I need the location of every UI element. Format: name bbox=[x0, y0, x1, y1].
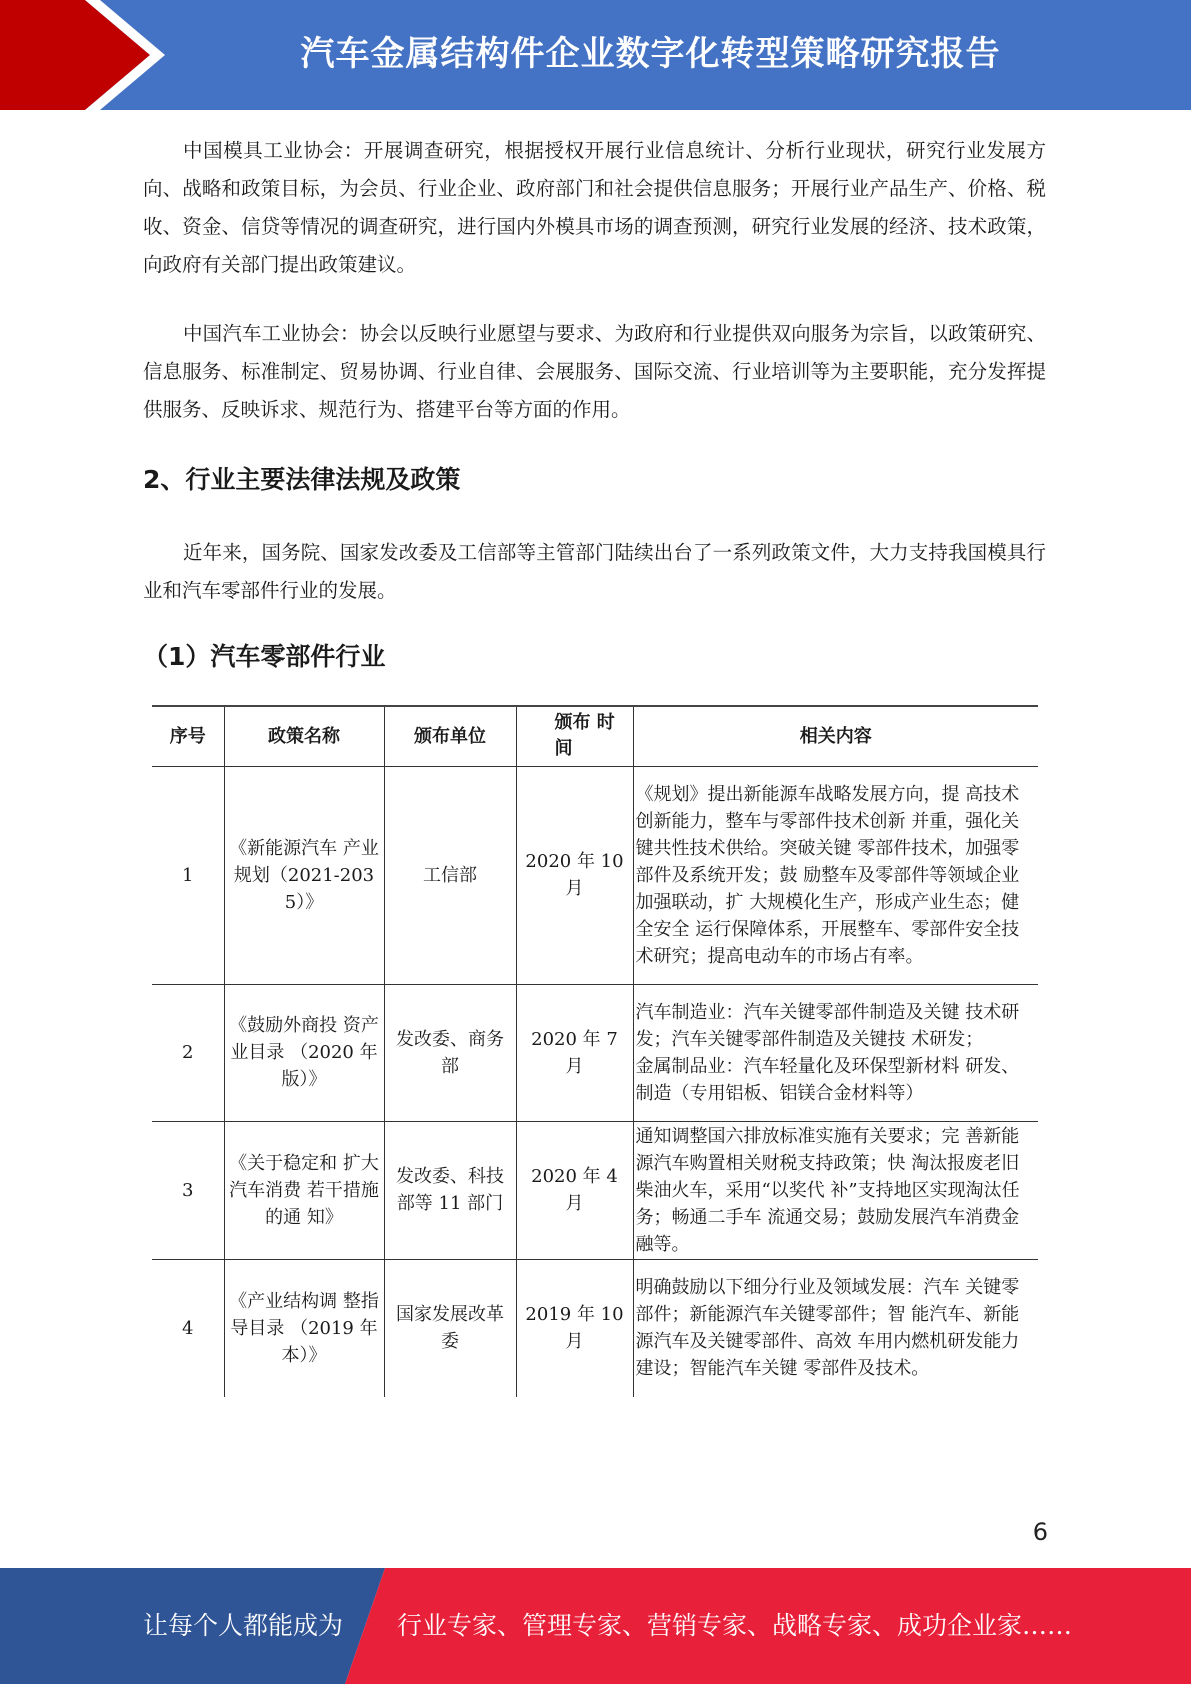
cell-date: 2019 年 10 月 bbox=[516, 1259, 633, 1397]
header-content: 相关内容 bbox=[633, 706, 1038, 766]
cell-date: 2020 年 7 月 bbox=[516, 984, 633, 1121]
cell-name: 《新能源汽车 产业规划（2021-2035）》 bbox=[224, 766, 384, 984]
cell-content: 明确鼓励以下细分行业及领域发展：汽车 关键零部件；新能源汽车关键零部件；智 能汽车、新能源汽车及关键零部件、高效 车用内燃机研发能力建设；智能汽车关键 零部件及技术。 bbox=[633, 1259, 1038, 1397]
cell-content: 《规划》提出新能源车战略发展方向，提 高技术创新能力，整车与零部件技术创新 并重，强化关键共性技术供给。突破关键 零部件技术，加强零部件及系统开发；鼓 励整车及零部件等领域企业加强联动，扩 大规模化生产，形成产业生态；健全安全 运行保障体系，开展整车、零部件安全技 术研究；提高电动车的市场占有率。 bbox=[633, 766, 1038, 984]
cell-date: 2020 年 4 月 bbox=[516, 1121, 633, 1259]
cell-content-line: 金属制品业：汽车轻量化及环保型新材料 研发、制造（专用铝板、铝镁合金材料等） bbox=[635, 1055, 1020, 1104]
footer-slogan-left: 让每个人都能成为 bbox=[143, 1611, 344, 1640]
paragraph-auto-association: 中国汽车工业协会：协会以反映行业愿望与要求、为政府和行业提供双向服务为宗旨，以政策研究、信息服务、标准制定、贸易协调、行业自律、会展服务、国际交流、行业培训等为主要职能，充分发挥提供服务、反映诉求、规范行为、搭建平台等方面的作用。 bbox=[143, 322, 1046, 421]
cell-name: 《鼓励外商投 资产业目录 （2020 年版）》 bbox=[224, 984, 384, 1121]
cell-content-line: 汽车制造业：汽车关键零部件制造及关键 技术研发；汽车关键零部件制造及关键技 术研发； bbox=[635, 1001, 1020, 1050]
cell-issuer: 国家发展改革委 bbox=[384, 1259, 516, 1397]
cell-issuer: 发改委、科技部等 11 部门 bbox=[384, 1121, 516, 1259]
section-intro: 近年来，国务院、国家发改委及工信部等主管部门陆续出台了一系列政策文件，大力支持我国模具行业和汽车零部件行业的发展。 bbox=[143, 541, 1046, 602]
subsection-heading: （1）汽车零部件行业 bbox=[143, 642, 386, 671]
table-row bbox=[152, 1259, 1038, 1397]
cell-issuer: 工信部 bbox=[384, 766, 516, 984]
report-title: 汽车金属结构件企业数字化转型策略研究报告 bbox=[300, 34, 1001, 74]
cell-no: 2 bbox=[152, 984, 224, 1121]
cell-content: 通知调整国六排放标准实施有关要求；完 善新能源汽车购置相关财税支持政策；快 淘汰报废老旧柴油火车，采用“以奖代 补”支持地区实现淘汰任务；畅通二手车 流通交易；鼓励发展汽车消费金融等。 bbox=[633, 1121, 1038, 1259]
footer-slogan-right: 行业专家、管理专家、营销专家、战略专家、成功企业家…… bbox=[397, 1611, 1073, 1640]
cell-name: 《产业结构调 整指导目录 （2019 年本）》 bbox=[224, 1259, 384, 1397]
cell-date: 2020 年 10 月 bbox=[516, 766, 633, 984]
header-name: 政策名称 bbox=[224, 706, 384, 766]
cell-name: 《关于稳定和 扩大汽车消费 若干措施的通 知》 bbox=[224, 1121, 384, 1259]
table-row bbox=[152, 984, 1038, 1121]
policy-table bbox=[152, 705, 1038, 1397]
cell-content bbox=[633, 984, 1038, 1121]
page-header bbox=[0, 0, 1191, 110]
header-date: 颁布 时间 bbox=[516, 706, 633, 766]
page-number: 6 bbox=[1032, 1518, 1048, 1546]
header-red-arrow bbox=[0, 0, 150, 110]
cell-no: 4 bbox=[152, 1259, 224, 1397]
header-issuer: 颁布单位 bbox=[384, 706, 516, 766]
cell-no: 1 bbox=[152, 766, 224, 984]
table-row bbox=[152, 766, 1038, 984]
paragraph-mold-association: 中国模具工业协会：开展调查研究，根据授权开展行业信息统计、分析行业现状，研究行业发展方向、战略和政策目标，为会员、行业企业、政府部门和社会提供信息服务；开展行业产品生产、价格、税收、资金、信贷等情况的调查研究，进行国内外模具市场的调查预测，研究行业发展的经济、技术政策，向政府有关部门提出政策建议。 bbox=[143, 139, 1046, 276]
cell-issuer: 发改委、商务部 bbox=[384, 984, 516, 1121]
cell-no: 3 bbox=[152, 1121, 224, 1259]
header-no: 序号 bbox=[152, 706, 224, 766]
table-row bbox=[152, 1121, 1038, 1259]
table-header-row bbox=[152, 706, 1038, 766]
page-footer bbox=[0, 1568, 1191, 1684]
section-heading: 2、行业主要法律法规及政策 bbox=[143, 465, 461, 494]
